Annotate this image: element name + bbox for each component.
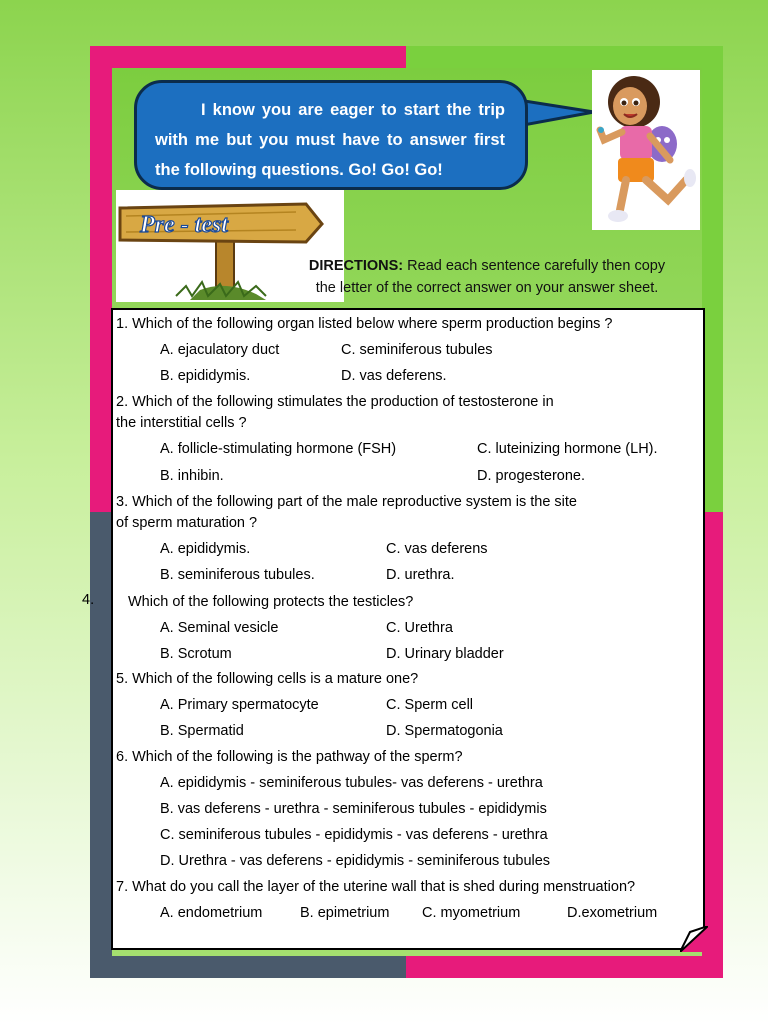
question-4: Which of the following protects the testicles? [128,594,414,610]
q3-choice-c: C. vas deferens [386,541,488,557]
q1-choice-c: C. seminiferous tubules [341,342,493,358]
q5-choice-c: C. Sperm cell [386,697,474,713]
q7-choice-c: C. myometrium [422,905,521,921]
question-2-line1: 2. Which of the following stimulates the production of testosterone in [116,394,554,410]
speech-bubble [134,80,528,190]
q3-choice-d: D. urethra. [386,567,455,583]
q5-choice-d: D. Spermatogonia [386,723,503,739]
q4-choice-d: D. Urinary bladder [386,646,504,662]
q7-choice-d: D.exometrium [567,905,658,921]
q6-choice-c: C. seminiferous tubules - epididymis - vas deferens - urethra [160,827,548,843]
directions-line2: the letter of the correct answer on your answer sheet. [315,280,659,296]
q3-choice-b: B. seminiferous tubules. [160,567,315,583]
question-3-line1: 3. Which of the following part of the male reproductive system is the site [116,494,577,510]
question-5: 5. Which of the following cells is a mature one? [116,671,419,687]
question-4-number: 4. [82,592,95,608]
q1-choice-b: B. epididymis. [160,368,251,384]
q2-choice-c: C. luteinizing hormone (LH). [477,441,658,457]
speech-bubble-tail [518,92,598,132]
q4-choice-a: A. Seminal vesicle [160,620,279,636]
question-7: 7. What do you call the layer of the uterine wall that is shed during menstruation? [116,879,636,895]
q4-choice-b: B. Scrotum [160,646,232,662]
question-1: 1. Which of the following organ listed below where sperm production begins ? [116,316,613,332]
question-2-line2: the interstitial cells ? [116,415,247,431]
speech-bubble-text: I know you are eager to start the trip with me but you must have to answer first the following questions. Go! Go! Go! [155,101,505,179]
directions-label: DIRECTIONS: [308,258,404,274]
dora-illustration [592,70,700,230]
q6-choice-b: B. vas deferens - urethra - seminiferous tubules - epididymis [160,801,547,817]
q4-choice-c: C. Urethra [386,620,453,636]
sign-label: Pre - test [140,212,228,238]
q5-choice-a: A. Primary spermatocyte [160,697,319,713]
question-3-line2: of sperm maturation ? [116,515,258,531]
directions [282,255,692,299]
q1-choice-d: D. vas deferens. [341,368,447,384]
q7-choice-a: A. endometrium [160,905,263,921]
q7-choice-b: B. epimetrium [300,905,390,921]
q6-choice-a: A. epididymis - seminiferous tubules- vas deferens - urethra [160,775,543,791]
q3-choice-a: A. epididymis. [160,541,251,557]
directions-line1: Read each sentence carefully then copy [407,258,666,274]
q2-choice-a: A. follicle-stimulating hormone (FSH) [160,441,397,457]
q1-choice-a: A. ejaculatory duct [160,342,280,358]
q2-choice-b: B. inhibin. [160,468,224,484]
page-fold-corner [680,926,708,952]
q6-choice-d: D. Urethra - vas deferens - epididymis - seminiferous tubules [160,853,551,869]
q2-choice-d: D. progesterone. [477,468,586,484]
q5-choice-b: B. Spermatid [160,723,244,739]
question-6: 6. Which of the following is the pathway of the sperm? [116,749,463,765]
